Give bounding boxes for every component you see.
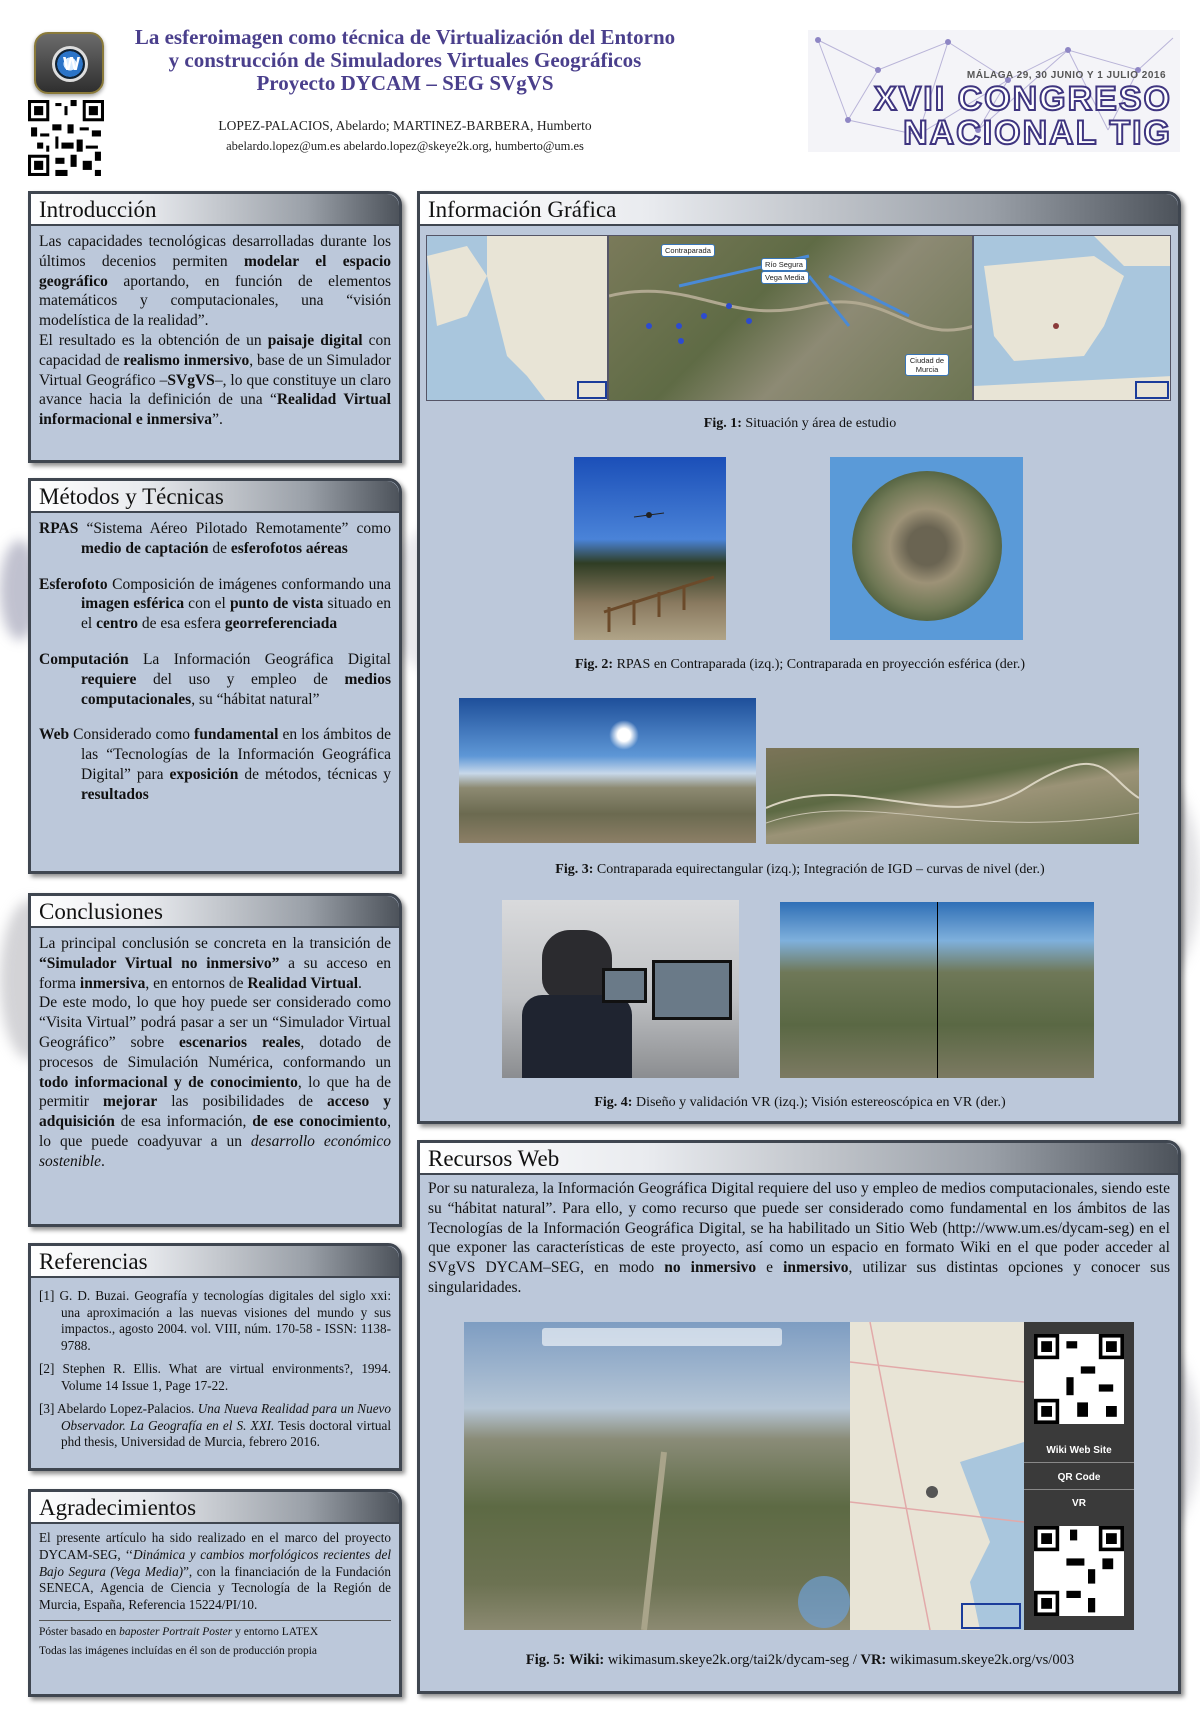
- reference-number: [1]: [39, 1288, 55, 1303]
- conclusions-bold: mejorar: [102, 1093, 158, 1111]
- conclusions-heading: Conclusiones: [31, 896, 399, 928]
- conclusions-text: .: [101, 1152, 105, 1170]
- fig1-label: Fig. 1:: [703, 416, 742, 431]
- web-body: [420, 1175, 1178, 1302]
- intro-text: , base de un Simulador Virtual Geográfico –: [39, 351, 391, 389]
- method-bold: resultados: [81, 785, 149, 803]
- conclusions-bold: “Simulador Virtual no inmersivo”: [39, 954, 280, 972]
- conclusions-bold: Realidad Virtual: [247, 974, 359, 992]
- region-map-screenshot: [850, 1322, 1024, 1630]
- method-bold: medios computacionales: [81, 670, 391, 708]
- intro-bold: realismo inmersivo: [123, 351, 250, 369]
- methods-heading: Métodos y Técnicas: [31, 481, 399, 513]
- title-line-1: La esferoimagen como técnica de Virtualización del Entorno: [134, 25, 676, 49]
- intro-body: [31, 226, 399, 436]
- spain-map: [973, 235, 1171, 401]
- intro-bold: modelar el espacio geográfico: [39, 252, 391, 290]
- intro-text: ”.: [212, 411, 223, 429]
- author-emails: abelardo.lopez@um.es abelardo.lopez@skeye2k.org, humberto@um.es: [226, 139, 584, 153]
- fig5-wiki-label: Wiki:: [569, 1652, 605, 1668]
- map-label-rio-segura: Río Segura: [761, 258, 807, 271]
- conclusions-italic: desarrollo económico sostenible: [39, 1132, 391, 1170]
- method-text: La Información Geográfica Digital: [128, 650, 391, 668]
- qr-code-header: [28, 100, 104, 176]
- fig3-caption: [420, 862, 1180, 878]
- panel-label-qr[interactable]: QR Code: [1024, 1472, 1134, 1490]
- stereoscopic-vr-view: [780, 902, 1094, 1078]
- intro-section: [28, 191, 402, 463]
- conclusions-text: , lo que puede coadyuvar a un: [39, 1113, 391, 1150]
- reference-title: Una Nueva Realidad para un Nuevo Observador. La Geografía en el S. XXI.: [61, 1401, 391, 1433]
- intro-text: Las capacidades tecnológicas desarrolladas durante los últimos decenios permiten: [39, 233, 391, 270]
- author-names: LOPEZ-PALACIOS, Abelardo; MARTINEZ-BARBERA, Humberto: [218, 118, 592, 133]
- poster-footnote: [39, 1620, 391, 1658]
- conclusions-bold: de ese conocimiento: [252, 1113, 388, 1131]
- reference-text: G. D. Buzai. Geografía y tecnologías digitales del siglo xxi: una aproximación a las nuevas visiones del mundo y sus impactos., agosto 2004. vol. VIII, núm. 170-58 - ISSN: 1138-9788.: [59, 1288, 391, 1353]
- conclusions-bold: escenarios reales: [179, 1033, 301, 1051]
- method-rpas: [39, 519, 391, 559]
- ack-text: ”, con la financiación de la Fundación SENECA, Agencia de Ciencia y Tecnología de la Región de Murcia, España, Referencia 15224/PI/10.: [39, 1563, 391, 1613]
- intro-text: con capacidad de: [39, 331, 391, 369]
- fig2-caption: [420, 657, 1180, 673]
- fig1-text: Situación y área de estudio: [741, 416, 897, 431]
- references-section: [28, 1243, 402, 1471]
- conclusions-bold: inmersiva: [79, 974, 146, 992]
- congress-title-line-1: XVII CONGRESO: [873, 80, 1172, 118]
- footnote-template: baposter Portrait Poster: [119, 1625, 233, 1638]
- title-line-3: Proyecto DYCAM – SEG SVgVS: [256, 71, 554, 95]
- reference-text: Abelardo Lopez-Palacios.: [57, 1401, 198, 1416]
- conclusions-text: De este modo, lo que hoy puede ser considerado como “Visita Virtual” podrá pasar a ser un “Simulador Virtual Geográfico” sobre: [39, 994, 391, 1051]
- world-map: [426, 235, 608, 401]
- methods-body: [31, 513, 399, 827]
- method-text: con el: [184, 595, 230, 613]
- authors-block: [110, 116, 700, 156]
- footnote-images: Todas las imágenes incluídas en él son de producción propia: [39, 1644, 317, 1657]
- method-text: Composición de imágenes conformando una: [107, 575, 391, 593]
- graphics-heading: Información Gráfica: [420, 194, 1178, 226]
- method-term: Web: [39, 726, 70, 744]
- reference-item: [39, 1361, 391, 1394]
- conclusions-bold: todo informacional y de conocimiento: [39, 1073, 298, 1091]
- conclusions-text: las posibilidades de: [157, 1093, 328, 1111]
- method-web: [39, 725, 391, 804]
- conclusions-text: La principal conclusión se concreta en la transición de: [39, 935, 391, 952]
- fig5-vr-label: VR:: [860, 1652, 887, 1668]
- fig3-text: Contraparada equirectangular (izq.); Integración de IGD – curvas de nivel (der.): [593, 862, 1045, 877]
- virtual-tour-screenshot: [464, 1322, 850, 1630]
- method-text: situado en el: [81, 595, 391, 633]
- reference-number: [2]: [39, 1361, 55, 1376]
- conclusions-text: , en entornos de: [145, 974, 248, 992]
- fig4-label: Fig. 4:: [594, 1095, 633, 1110]
- conclusions-body: [31, 928, 399, 1178]
- conclusions-text: de esa información,: [114, 1113, 253, 1131]
- conclusions-section: [28, 893, 402, 1227]
- intro-bold: SVgVS: [167, 371, 215, 389]
- panel-label-wiki[interactable]: Wiki Web Site: [1024, 1445, 1134, 1463]
- intro-text: El resultado es la obtención de un: [39, 331, 268, 349]
- conclusions-bold: acceso y adquisición: [39, 1093, 391, 1131]
- map-label-vega-media: Vega Media: [761, 271, 809, 284]
- congress-title-line-2: NACIONAL TIG: [903, 114, 1172, 152]
- intro-bold: paisaje digital: [267, 331, 363, 349]
- method-text: , su “hábitat natural”: [191, 690, 320, 708]
- vr-design-photo: [502, 900, 739, 1078]
- web-heading: Recursos Web: [420, 1143, 1178, 1175]
- conclusions-text: , dotado de procesos de Simulación Numérica, conformando un: [39, 1033, 391, 1071]
- map-label-contraparada: Contraparada: [661, 244, 715, 257]
- method-bold: punto de vista: [229, 595, 324, 613]
- title-line-2: y construcción de Simuladores Virtuales Geográficos: [168, 48, 642, 72]
- reference-text: Stephen R. Ellis. What are virtual environments?, 1994. Volume 14 Issue 1, Page 17-22.: [61, 1361, 391, 1393]
- method-bold: esferofotos aéreas: [230, 539, 348, 557]
- method-text: “Sistema Aéreo Pilotado Remotamente” como: [78, 520, 391, 537]
- method-bold: exposición: [169, 765, 239, 783]
- congress-date: MÁLAGA 29, 30 JUNIO Y 1 JULIO 2016: [966, 70, 1166, 81]
- references-body: [31, 1278, 399, 1464]
- reference-item: [39, 1288, 391, 1354]
- fig3-label: Fig. 3:: [555, 862, 594, 877]
- reference-number: [3]: [39, 1401, 55, 1416]
- fig5-vr-url[interactable]: wikimasum.skeye2k.org/vs/003: [886, 1652, 1075, 1668]
- qr-links-panel: [1024, 1322, 1134, 1630]
- references-heading: Referencias: [31, 1246, 399, 1278]
- method-term: RPAS: [39, 520, 79, 537]
- qr-code-vr: [1034, 1526, 1124, 1616]
- conclusions-text: a su acceso en forma: [39, 954, 391, 992]
- reference-item: [39, 1401, 391, 1451]
- footnote-text: y entorno LATEX: [232, 1625, 319, 1638]
- web-text: e: [756, 1259, 784, 1277]
- method-text: de: [208, 539, 231, 557]
- fig2-label: Fig. 2:: [574, 657, 614, 672]
- reference-text: Tesis doctoral virtual phd thesis, Universidad de Murcia, febrero 2016.: [61, 1417, 391, 1449]
- methods-section: [28, 478, 402, 874]
- intro-text: aportando, en función de elementos matemáticos y computacionales, una “visión modelística de la realidad”.: [39, 272, 391, 330]
- method-computacion: [39, 650, 391, 709]
- fig5-caption: [420, 1652, 1180, 1669]
- fig4-text: Diseño y validación VR (izq.); Visión estereoscópica en VR (der.): [632, 1095, 1006, 1110]
- method-text: de esa esfera: [137, 615, 225, 633]
- method-bold: centro: [96, 615, 138, 633]
- method-term: Computación: [39, 650, 129, 668]
- method-bold: fundamental: [194, 726, 279, 744]
- map-label-ciudad-murcia: Ciudad de Murcia: [905, 354, 949, 376]
- conclusions-text: .: [358, 974, 362, 992]
- fig2-text: RPAS en Contraparada (izq.); Contraparada en proyección esférica (der.): [613, 657, 1026, 672]
- method-text: en los ámbitos de las “Tecnologías de la Información Geográfica Digital” para: [81, 726, 391, 783]
- project-logo: W: [34, 32, 104, 94]
- panel-label-vr[interactable]: VR: [1072, 1498, 1086, 1509]
- web-bold: no inmersivo: [664, 1259, 757, 1277]
- rpas-photo: [574, 457, 726, 640]
- aerial-study-area: [608, 235, 973, 401]
- conclusions-text: , lo que ha de permitir: [39, 1073, 391, 1111]
- method-bold: georreferenciada: [224, 615, 338, 633]
- fig5-wiki-url[interactable]: wikimasum.skeye2k.org/tai2k/dycam-seg: [604, 1652, 850, 1668]
- acknowledgements-text: [39, 1530, 391, 1614]
- footnote-text: Póster basado en: [39, 1625, 120, 1638]
- ack-project-title: Dinámica y cambios morfológicos recientes del Bajo Segura (Vega Media): [39, 1546, 392, 1579]
- method-text: de métodos, técnicas y: [238, 765, 391, 783]
- ack-text: El presente artículo ha sido realizado en el marco del proyecto DYCAM-SEG, ‘‘: [39, 1530, 391, 1562]
- method-term: Esferofoto: [39, 575, 108, 593]
- contour-integration-photo: [766, 748, 1139, 844]
- method-text: Considerado como: [69, 726, 195, 744]
- acknowledgements-heading: Agradecimientos: [31, 1492, 399, 1524]
- spherical-projection: [830, 457, 1023, 640]
- method-bold: requiere: [81, 670, 137, 688]
- acknowledgements-body: [31, 1524, 399, 1664]
- acknowledgements-section: [28, 1489, 402, 1697]
- method-bold: imagen esférica: [81, 595, 185, 613]
- method-esferofoto: [39, 575, 391, 634]
- fig5-separator: /: [849, 1652, 861, 1668]
- fig4-caption: [420, 1095, 1180, 1111]
- qr-code-wiki: [1034, 1334, 1124, 1424]
- web-bold: inmersivo: [783, 1259, 849, 1277]
- intro-bold: Realidad Virtual informacional e inmersiva: [39, 391, 391, 429]
- method-text: del uso y empleo de: [136, 670, 345, 688]
- intro-text: –, lo que constituye un claro avance hacia la definición de una “: [39, 371, 392, 409]
- method-bold: medio de captación: [81, 539, 209, 557]
- equirectangular-photo: [459, 698, 756, 843]
- congress-banner: [808, 30, 1180, 152]
- fig1-caption: [420, 416, 1180, 432]
- poster-title: [110, 26, 700, 95]
- web-text: Por su naturaleza, la Información Geográfica Digital requiere del uso y empleo de medios computacionales, siendo este su “hábitat natural”. Para ello, y como recurso que puede ser considerado como fundamental en los ámbitos de las Tecnologías de la Información Geográfica Digital, se ha habilitado un Sitio Web (http://www.um.es/dycam-seg) en el que exponer las características de este proyecto, así como un espacio en formato Wiki en el que poder acceder al SVgVS DYCAM–SEG, en modo: [428, 1180, 1170, 1277]
- intro-heading: Introducción: [31, 194, 399, 226]
- fig5-label: Fig. 5:: [525, 1652, 566, 1668]
- web-text: , utilizar sus distintas opciones y conocer sus singularidades.: [428, 1259, 1170, 1296]
